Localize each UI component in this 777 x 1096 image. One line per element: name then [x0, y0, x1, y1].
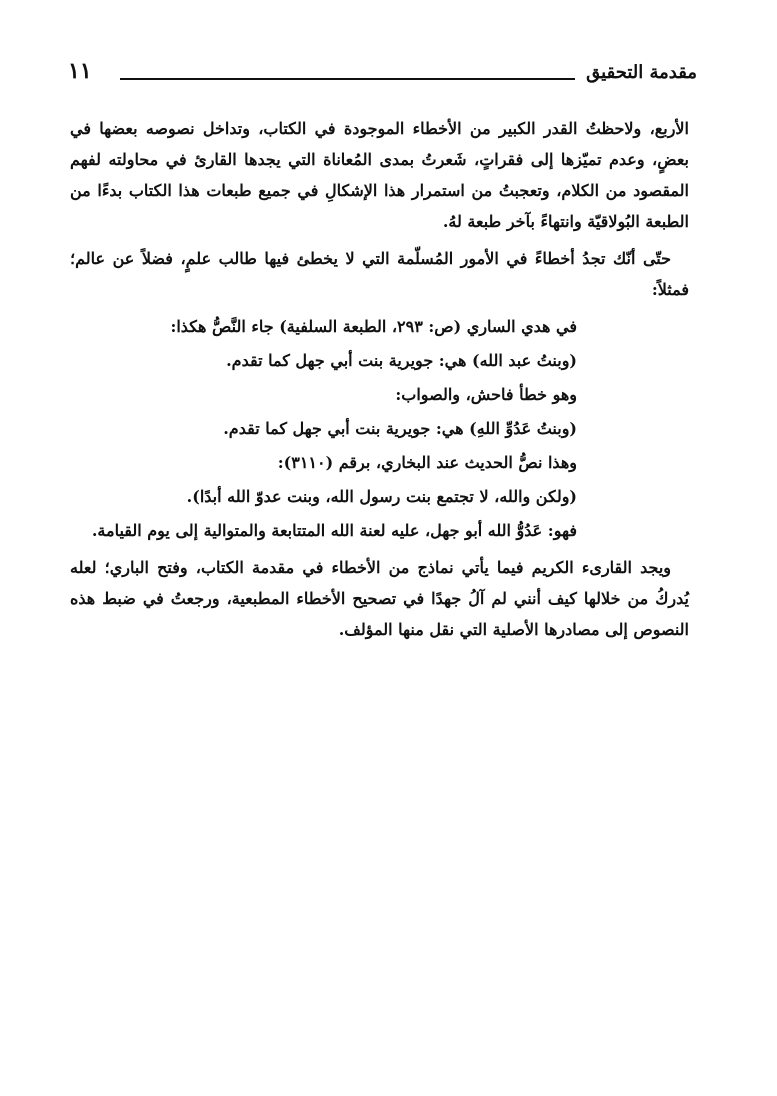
running-title: مقدمة التحقيق	[586, 62, 697, 83]
paragraph: الأربع، ولاحظتُ القدر الكبير من الأخطاء الموجودة في الكتاب، وتداخل نصوصه بعضها في بعضٍ، وعدم تميّزها إلى فقراتٍ، شَعرتُ بمدى المُعاناة التي يجدها القارئ في محاولته لفهم المقصود من الكلام، وتعجبتُ من استمرار هذا الإشكالِ في جميع طبعات هذا الكتاب بدءًا من الطبعة البُولاقيّة وانتهاءً بآخر طبعة لهُ.	[70, 119, 689, 231]
example-line: فهو: عَدُوُّ الله أبو جهل، عليه لعنة الله المتتابعة والمتوالية إلى يوم القيامة.	[91, 521, 577, 540]
body-text	[70, 113, 689, 645]
example-line: وهذا نصُّ الحديث عند البخاري، برقم (٣١١٠):	[277, 453, 577, 472]
paragraph: حتّى أنّك تجدُ أخطاءً في الأمور المُسلّمة التي لا يخطئ فيها طالب علمٍ، فضلاً عن عالم؛ فمثلاً:	[70, 249, 689, 299]
example-line: وهو خطأ فاحش، والصواب:	[395, 385, 577, 404]
header-rule	[120, 78, 575, 80]
example-line: في هدي الساري (ص: ٢٩٣، الطبعة السلفية) جاء النَّصُّ هكذا:	[170, 317, 577, 336]
page-number: ١١	[68, 58, 92, 84]
page-header	[68, 58, 697, 92]
example-line: (وبنتُ عبد الله) هي: جويرية بنت أبي جهل كما تقدم.	[226, 351, 577, 370]
paragraph: ويجد القارىء الكريم فيما يأتي نماذج من الأخطاء في مقدمة الكتاب، وفتح الباري؛ لعله يُدركُ من خلالها كيف أنني لم آلُ جهدًا في تصحيح الأخطاء المطبعية، ورجعتُ في ضبط هذه النصوص إلى مصادرها الأصلية التي نقل منها المؤلف.	[70, 558, 689, 639]
example-line: (ولكن والله، لا تجتمع بنت رسول الله، وبنت عدوّ الله أبدًا).	[186, 487, 577, 506]
example-line: (وبنتُ عَدُوِّ اللهِ) هي: جويرية بنت أبي جهل كما تقدم.	[223, 419, 577, 438]
